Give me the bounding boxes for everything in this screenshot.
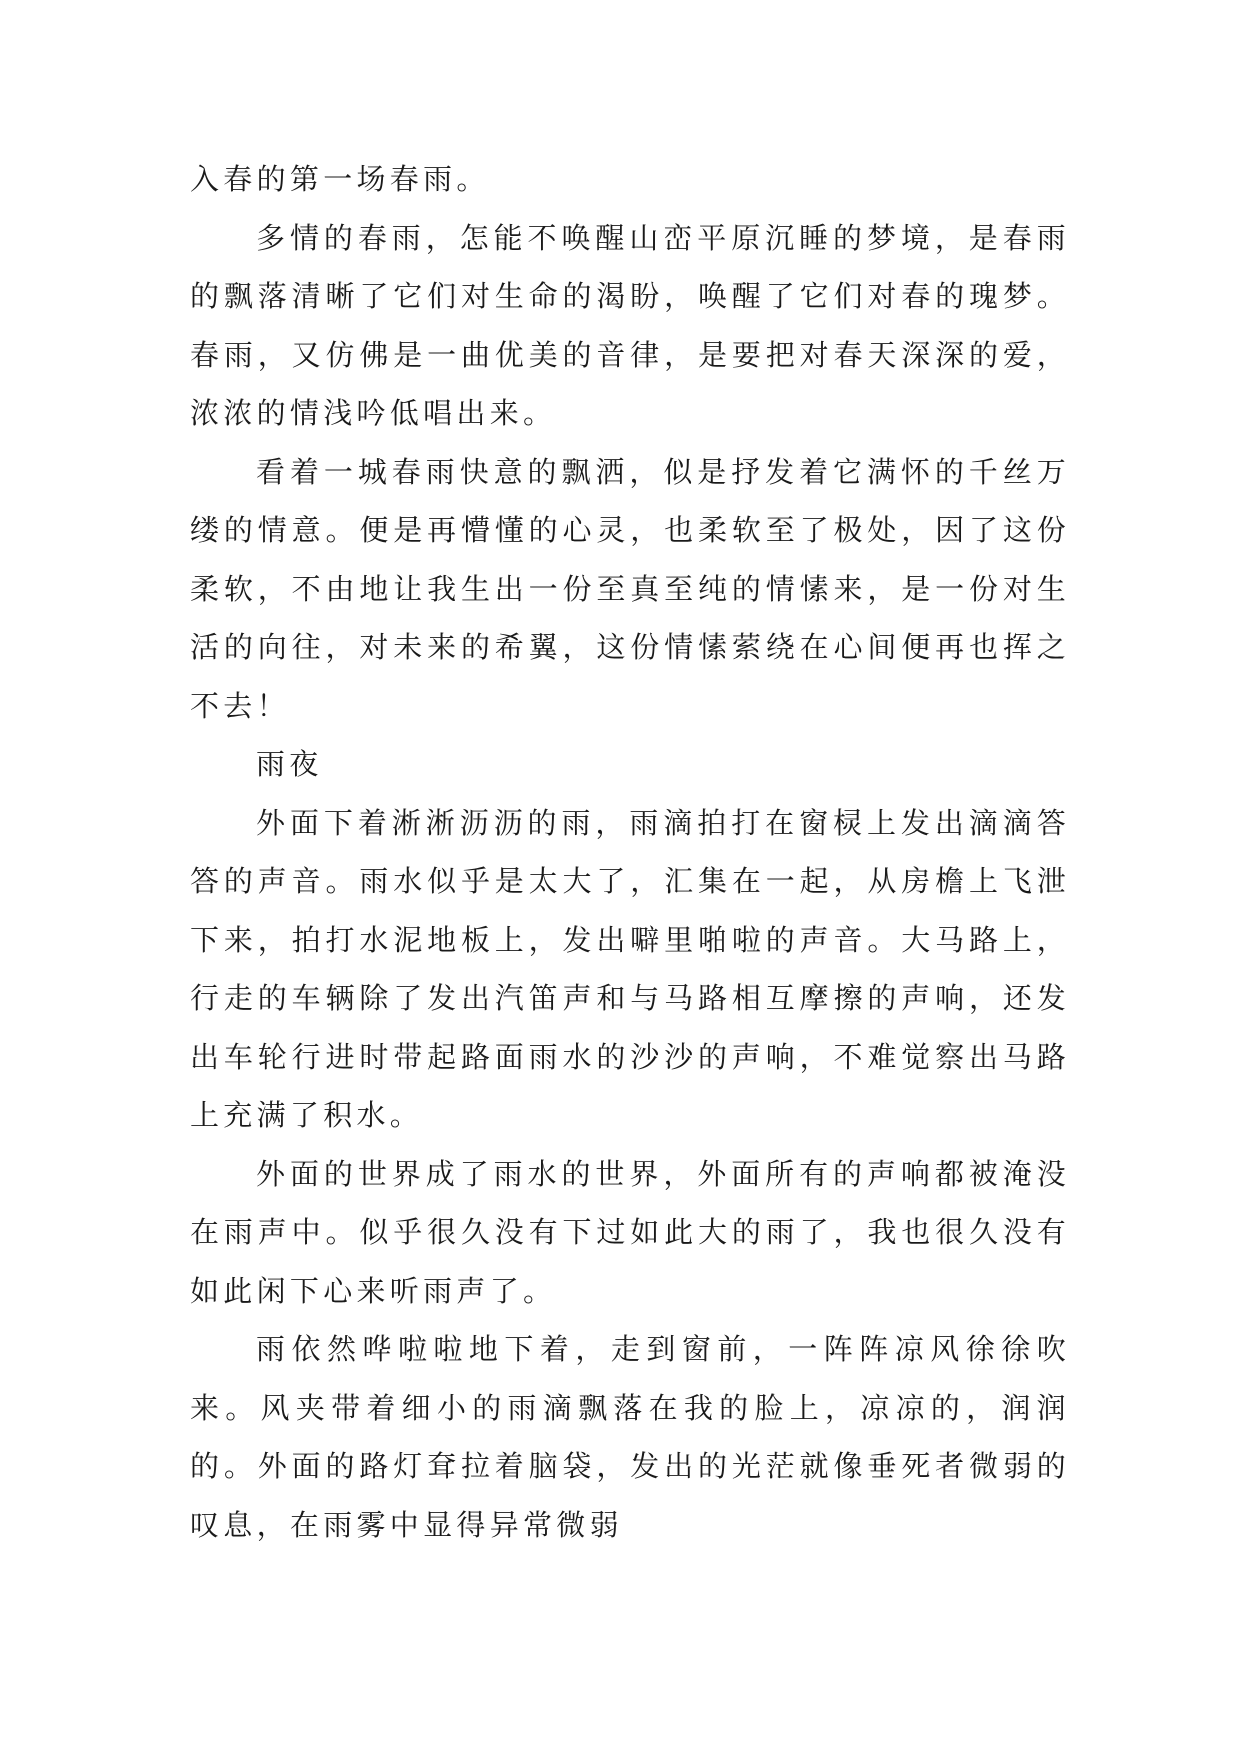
paragraph-rain-sounds: 外面下着淅淅沥沥的雨，雨滴拍打在窗棂上发出滴滴答答的声音。雨水似乎是太大了，汇集在一起，从房檐上飞泄下来，拍打水泥地板上，发出噼里啪啦的声音。大马路上，行走的车辆除了发出汽笛声和与马路相互摩擦的声响，还发出车轮行进时带起路面雨水的沙沙的声响，不难觉察出马路上充满了积水。 — [190, 805, 1070, 1132]
paragraph-spring-rain-dream: 多情的春雨，怎能不唤醒山峦平原沉睡的梦境，是春雨的飘落清晰了它们对生命的渴盼，唤醒了它们对春的瑰梦。春雨，又仿佛是一曲优美的音律，是要把对春天深深的爱，浓浓的情浅吟低唱出来。 — [190, 220, 1070, 430]
section-heading-rainy-night: 雨夜 — [256, 747, 323, 781]
document-body — [190, 150, 1070, 1554]
paragraph-continuation: 入春的第一场春雨。 — [190, 162, 490, 196]
paragraph-world-of-rain: 外面的世界成了雨水的世界，外面所有的声响都被淹没在雨声中。似乎很久没有下过如此大的雨了，我也很久没有如此闲下心来听雨声了。 — [190, 1156, 1070, 1308]
paragraph-spring-rain-city: 看着一城春雨快意的飘洒，似是抒发着它满怀的千丝万缕的情意。便是再懵懂的心灵，也柔软至了极处，因了这份柔软，不由地让我生出一份至真至纯的情愫来，是一份对生活的向往，对未来的希翼，这份情愫萦绕在心间便再也挥之不去！ — [190, 454, 1070, 723]
paragraph-window-breeze: 雨依然哗啦啦地下着，走到窗前，一阵阵凉风徐徐吹来。风夹带着细小的雨滴飘落在我的脸上，凉凉的，润润的。外面的路灯耷拉着脑袋，发出的光茫就像垂死者微弱的叹息，在雨雾中显得异常微弱 — [190, 1332, 1070, 1542]
